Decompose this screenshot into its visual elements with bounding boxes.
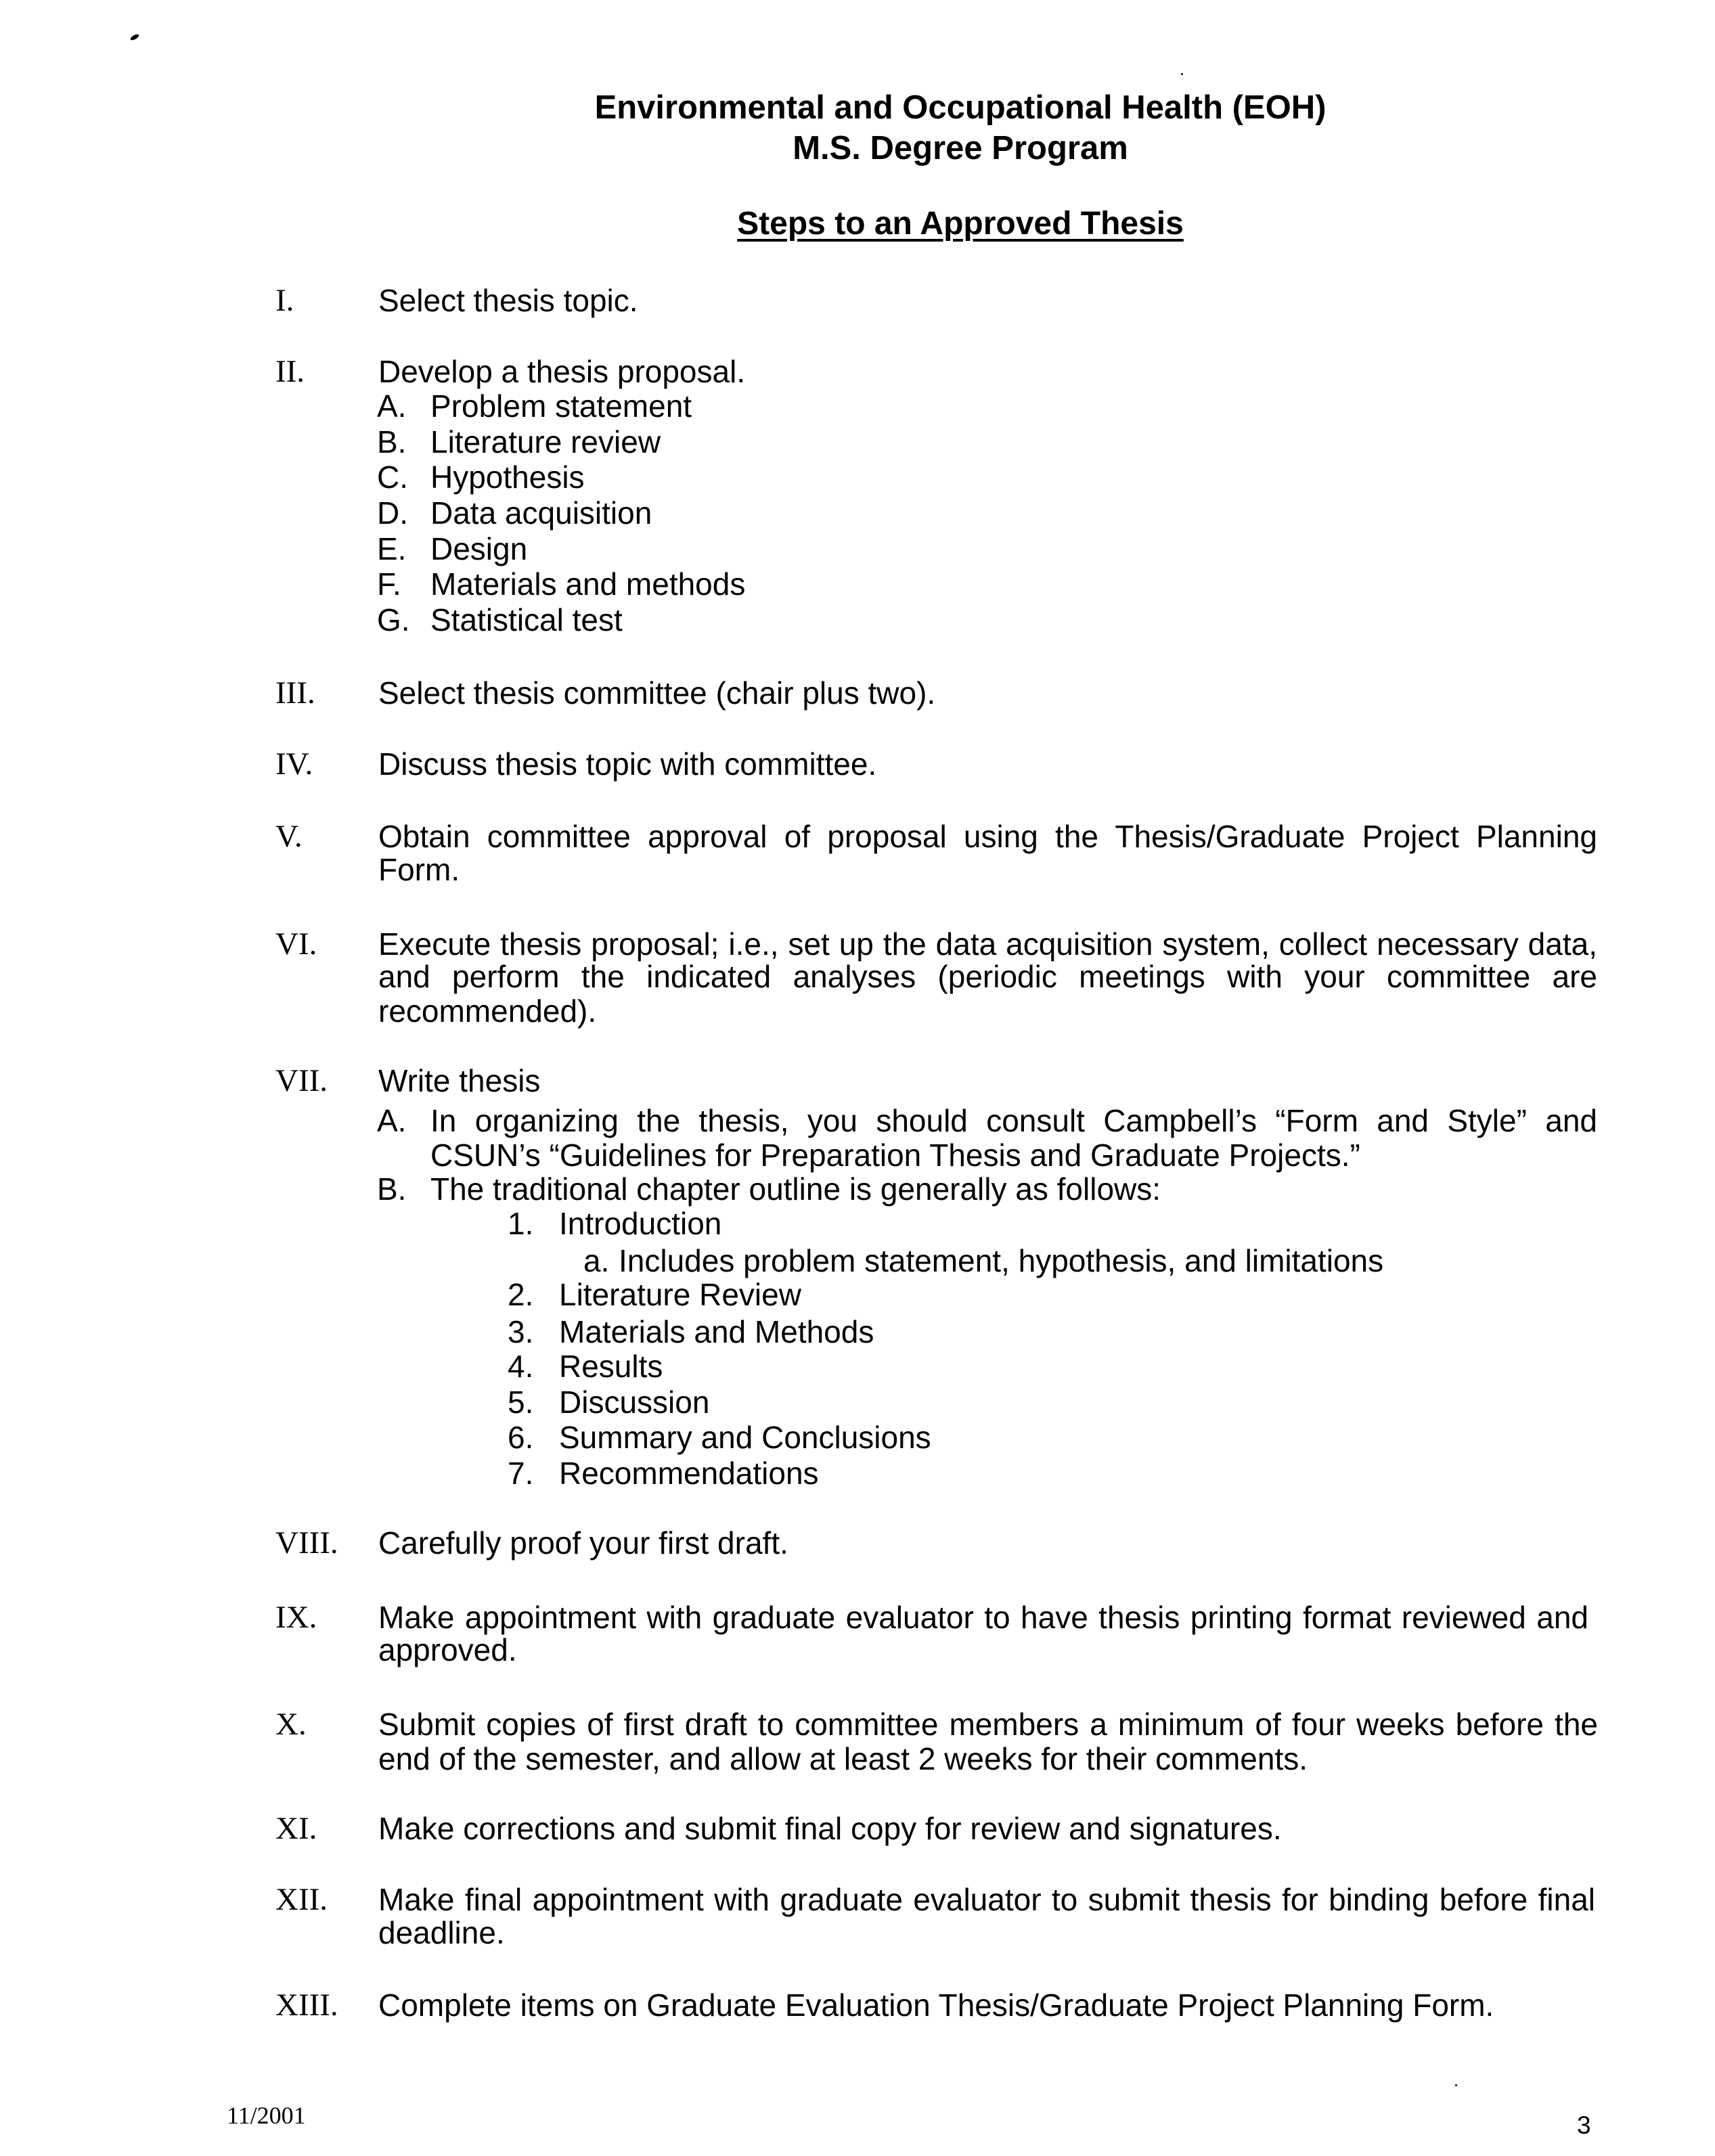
subitem-marker: B. (377, 424, 407, 459)
step-text: Make final appointment with graduate evaluator to submit thesis for binding before final (378, 1882, 1595, 1917)
subitem-marker: F. (377, 566, 401, 602)
subitem-marker: A. (377, 388, 407, 424)
step-text: Develop a thesis proposal. (378, 354, 746, 389)
step-text: deadline. (378, 1915, 505, 1950)
chapter-marker: 5. (508, 1385, 534, 1420)
subitem-text: Statistical test (430, 602, 623, 637)
chapter-title: Literature Review (559, 1277, 801, 1312)
step-text: end of the semester, and allow at least 2 weeks for their comments. (378, 1741, 1308, 1776)
subitem-marker: A. (377, 1103, 407, 1138)
chapter-title: Introduction (559, 1206, 722, 1241)
subitem-marker: C. (377, 459, 408, 495)
chapter-title: Recommendations (559, 1456, 819, 1491)
section-heading (317, 208, 1604, 240)
subitem-marker: G. (377, 602, 410, 637)
step-numeral: III. (275, 675, 315, 711)
scan-speck (1455, 2084, 1457, 2086)
subitem-marker: B. (377, 1171, 407, 1207)
step-numeral: IV. (275, 746, 313, 782)
program-title: M.S. Degree Program (793, 130, 1128, 166)
step-text: Submit copies of first draft to committee members a minimum of four weeks before the (378, 1707, 1598, 1742)
step-numeral: VI. (275, 926, 317, 962)
step-text: Carefully proof your first draft. (378, 1525, 788, 1560)
step-numeral: VIII. (275, 1525, 338, 1560)
chapter-title: Materials and Methods (559, 1314, 874, 1349)
subitem-text: Materials and methods (430, 566, 746, 602)
step-numeral: V. (275, 819, 303, 854)
step-text: Discuss thesis topic with committee. (378, 746, 877, 782)
step-text: Select thesis committee (chair plus two). (378, 675, 936, 711)
chapter-marker: 4. (508, 1349, 534, 1384)
step-text: Make corrections and submit final copy for review and signatures. (378, 1811, 1282, 1846)
step-numeral: X. (275, 1707, 307, 1742)
subitem-text: Hypothesis (430, 459, 585, 495)
chapter-marker: 2. (508, 1277, 534, 1312)
chapter-title: Discussion (559, 1385, 710, 1420)
chapter-title: Results (559, 1349, 663, 1384)
step-numeral: IX. (275, 1600, 317, 1635)
chapter-marker: 6. (508, 1420, 534, 1455)
step-text: approved. (378, 1632, 517, 1667)
subitem-text: Design (430, 531, 528, 566)
chapter-marker: 3. (508, 1314, 534, 1349)
step-text: Write thesis (378, 1063, 541, 1098)
step-text: Make appointment with graduate evaluator to have thesis printing format reviewed and (378, 1600, 1588, 1635)
step-numeral: I. (275, 283, 294, 318)
subitem-text: Data acquisition (430, 495, 652, 531)
document-title: Environmental and Occupational Health (EOH) (594, 89, 1327, 126)
step-text: and perform the indicated analyses (periodic meetings with your committee are (378, 959, 1597, 994)
page-number: 3 (1577, 2111, 1591, 2139)
section-heading-text: Steps to an Approved Thesis (737, 206, 1184, 242)
step-text: Obtain committee approval of proposal using the Thesis/Graduate Project Planning (378, 819, 1597, 854)
chapter-note-marker: a. (583, 1243, 610, 1278)
step-numeral: XIII. (275, 1987, 338, 2023)
step-text: Complete items on Graduate Evaluation Thesis/Graduate Project Planning Form. (378, 1987, 1494, 2023)
step-text: Form. (378, 852, 460, 887)
subitem-text: CSUN’s “Guidelines for Preparation Thesis and Graduate Projects.” (430, 1138, 1360, 1173)
subitem-text: Literature review (430, 424, 661, 459)
subitem-marker: E. (377, 531, 407, 566)
chapter-note-text: Includes problem statement, hypothesis, and limitations (619, 1243, 1384, 1278)
step-numeral: XII. (275, 1882, 328, 1917)
subitem-text: In organizing the thesis, you should consult Campbell’s “Form and Style” and (430, 1103, 1597, 1138)
chapter-marker: 7. (508, 1456, 534, 1491)
revision-date: 11/2001 (227, 2102, 306, 2129)
step-numeral: VII. (275, 1063, 328, 1098)
chapter-marker: 1. (508, 1206, 534, 1241)
step-numeral: II. (275, 354, 305, 389)
subitem-text: The traditional chapter outline is generally as follows: (430, 1171, 1161, 1207)
chapter-title: Summary and Conclusions (559, 1420, 931, 1455)
subitem-text: Problem statement (430, 388, 692, 424)
scan-speck (1181, 73, 1183, 75)
subitem-marker: D. (377, 495, 408, 531)
step-text: Execute thesis proposal; i.e., set up the data acquisition system, collect necessary data, (378, 926, 1597, 962)
step-text: recommended). (378, 993, 597, 1029)
step-text: Select thesis topic. (378, 283, 638, 318)
step-numeral: XI. (275, 1811, 317, 1846)
scan-speck (129, 33, 139, 41)
